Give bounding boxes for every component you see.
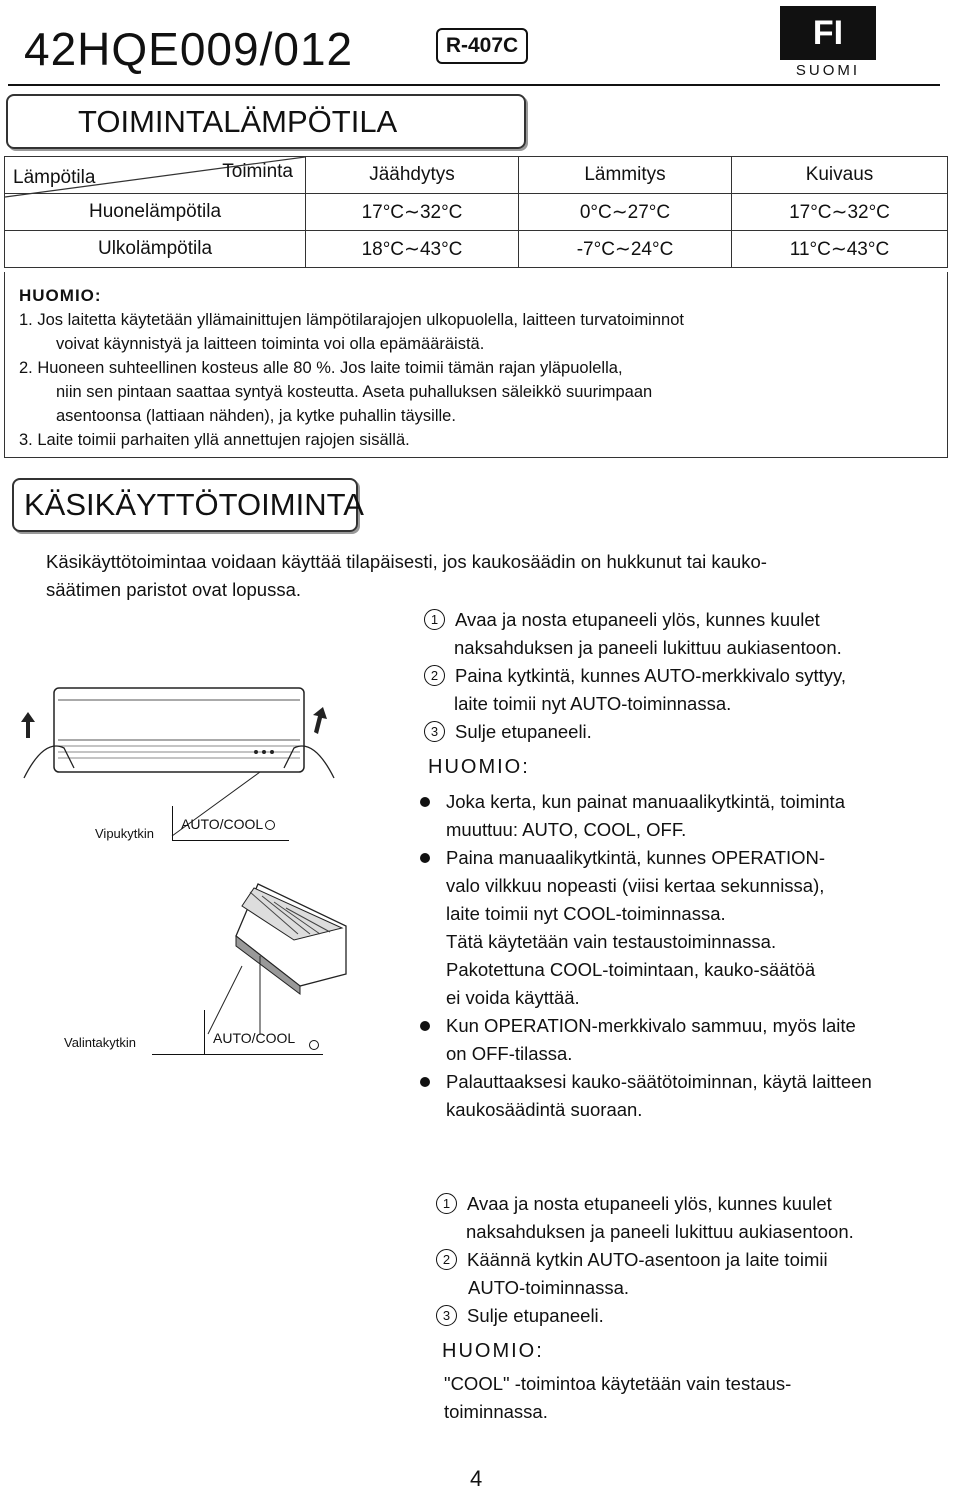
list-item (424, 718, 954, 746)
bullet-dot-icon (420, 853, 430, 863)
notes-heading: HUOMIO: (19, 286, 102, 305)
bullets-a (446, 788, 956, 1124)
bullet-line: Tätä käytetään vain testaustoiminnassa. (446, 931, 777, 952)
bullet-line: Joka kerta, kun painat manuaalikytkintä, toiminta (446, 791, 845, 812)
steps-b (436, 1190, 956, 1330)
intro-line: säätimen paristot ovat lopussa. (46, 579, 302, 600)
note-line: 2. Huoneen suhteellinen kosteus alle 80 %. Jos laite toimii tämän rajan yläpuolella, (19, 359, 623, 377)
language-name: SUOMI (795, 62, 861, 79)
language-code-badge: FI (780, 6, 876, 60)
list-item (446, 1012, 956, 1068)
section-title-manual: KÄSIKÄYTTÖTOIMINTA (12, 478, 358, 532)
refrigerant-badge: R-407C (436, 28, 528, 64)
step-text: Sulje etupaneeli. (467, 1305, 604, 1326)
step-text: Avaa ja nosta etupaneeli ylös, kunnes kuulet (455, 609, 820, 630)
step-text: laite toimii nyt AUTO-toiminnassa. (454, 693, 732, 714)
header-divider (8, 84, 940, 86)
note-line: voivat käynnistyä ja laitteen toiminta voi olla epämääräistä. (56, 335, 485, 353)
note-line: 3. Laite toimii parhaiten yllä annettujen rajojen sisällä. (19, 431, 410, 449)
selector-switch-label: Valintakytkin (64, 1035, 137, 1050)
list-item (446, 844, 956, 1012)
column-header: Jäähdytys (306, 157, 519, 194)
bullet-line: on OFF-tilassa. (446, 1043, 573, 1064)
note-line: toiminnassa. (444, 1401, 548, 1422)
step-text: Paina kytkintä, kunnes AUTO-merkkivalo syttyy, (455, 665, 847, 686)
bullet-line: valo vilkkuu nopeasti (viisi kertaa sekunnissa), (446, 875, 825, 896)
manual-intro (46, 548, 956, 604)
bullet-line: muuttuu: AUTO, COOL, OFF. (446, 819, 687, 840)
list-item (436, 1246, 956, 1274)
table-cell: 11°C∼43°C (732, 231, 948, 268)
table-cell: -7°C∼24°C (519, 231, 732, 268)
table-header-row (5, 157, 948, 194)
table-cell: 17°C∼32°C (732, 194, 948, 231)
table-corner-cell (5, 157, 306, 194)
bullet-line: ei voida käyttää. (446, 987, 580, 1008)
list-item (446, 788, 956, 844)
switch-circle-icon (309, 1040, 319, 1050)
bullet-line: laite toimii nyt COOL-toiminnassa. (446, 903, 726, 924)
temperature-notes (4, 272, 948, 458)
column-header: Lämmitys (519, 157, 732, 194)
table-cell: 0°C∼27°C (519, 194, 732, 231)
list-item (446, 1068, 956, 1124)
list-item (424, 662, 954, 690)
bullet-line: Paina manuaalikytkintä, kunnes OPERATION- (446, 847, 826, 868)
note-b-heading: HUOMIO: (442, 1340, 544, 1362)
intro-line: Käsikäyttötoimintaa voidaan käyttää tilapäisesti, jos kaukosäädin on hukkunut tai kauko- (46, 551, 767, 572)
corner-row-label: Lämpötila (13, 167, 96, 188)
note-line: niin sen pintaan saattaa syntyä kosteutta. Aseta puhalluksen säleikkö suurimpaan (56, 383, 653, 401)
step-text: Avaa ja nosta etupaneeli ylös, kunnes kuulet (467, 1193, 832, 1214)
step-number: 2 (436, 1249, 457, 1270)
switch-label: AUTO/COOL (181, 816, 264, 832)
switch-box-1 (172, 806, 289, 841)
table-row (5, 231, 948, 268)
switch-circle-icon (265, 820, 275, 830)
step-text: Sulje etupaneeli. (455, 721, 592, 742)
row-label: Ulkolämpötila (5, 231, 306, 268)
table-row (5, 194, 948, 231)
note-line: asentoonsa (lattiaan nähden), ja kytke puhallin täysille. (56, 407, 456, 425)
step-number: 2 (424, 665, 445, 686)
page-number: 4 (470, 1466, 483, 1491)
switch-box-2 (204, 1010, 323, 1055)
model-number: 42HQE009/012 (24, 23, 354, 75)
bullet-line: Kun OPERATION-merkkivalo sammuu, myös laite (446, 1015, 856, 1036)
step-number: 3 (436, 1305, 457, 1326)
table-cell: 17°C∼32°C (306, 194, 519, 231)
corner-col-label: Toiminta (222, 161, 293, 182)
note-line: "COOL" -toimintoa käytetään vain testaus- (444, 1373, 792, 1394)
bullet-dot-icon (420, 1021, 430, 1031)
section-title-temperature: TOIMINTALÄMPÖTILA (6, 94, 526, 149)
note-b (444, 1370, 944, 1426)
step-number: 3 (424, 721, 445, 742)
column-header: Kuivaus (732, 157, 948, 194)
step-text: naksahduksen ja paneeli lukittuu aukiasentoon. (466, 1221, 854, 1242)
table-cell: 18°C∼43°C (306, 231, 519, 268)
step-text: AUTO-toiminnassa. (468, 1277, 630, 1298)
list-item (436, 1302, 956, 1330)
step-text: Käännä kytkin AUTO-asentoon ja laite toimii (467, 1249, 828, 1270)
bullet-dot-icon (420, 797, 430, 807)
step-number: 1 (436, 1193, 457, 1214)
list-item (424, 606, 954, 634)
note-a-heading: HUOMIO: (428, 756, 530, 778)
bullet-dot-icon (420, 1077, 430, 1087)
step-number: 1 (424, 609, 445, 630)
bullet-line: Pakotettuna COOL-toimintaan, kauko-säätöä (446, 959, 816, 980)
row-label: Huonelämpötila (5, 194, 306, 231)
switch-label: AUTO/COOL (213, 1030, 296, 1046)
lever-switch-label: Vipukytkin (95, 826, 155, 841)
bullet-line: Palauttaaksesi kauko-säätötoiminnan, käytä laitteen (446, 1071, 872, 1092)
list-item (436, 1190, 956, 1218)
bullet-line: kaukosäädintä suoraan. (446, 1099, 643, 1120)
step-text: naksahduksen ja paneeli lukittuu aukiasentoon. (454, 637, 842, 658)
switch-underline (152, 1054, 314, 1055)
temperature-table (4, 156, 948, 268)
note-line: 1. Jos laitetta käytetään yllämainittujen lämpötilarajojen ulkopuolella, laitteen turvatoiminnot (19, 311, 684, 329)
steps-a (424, 606, 954, 746)
